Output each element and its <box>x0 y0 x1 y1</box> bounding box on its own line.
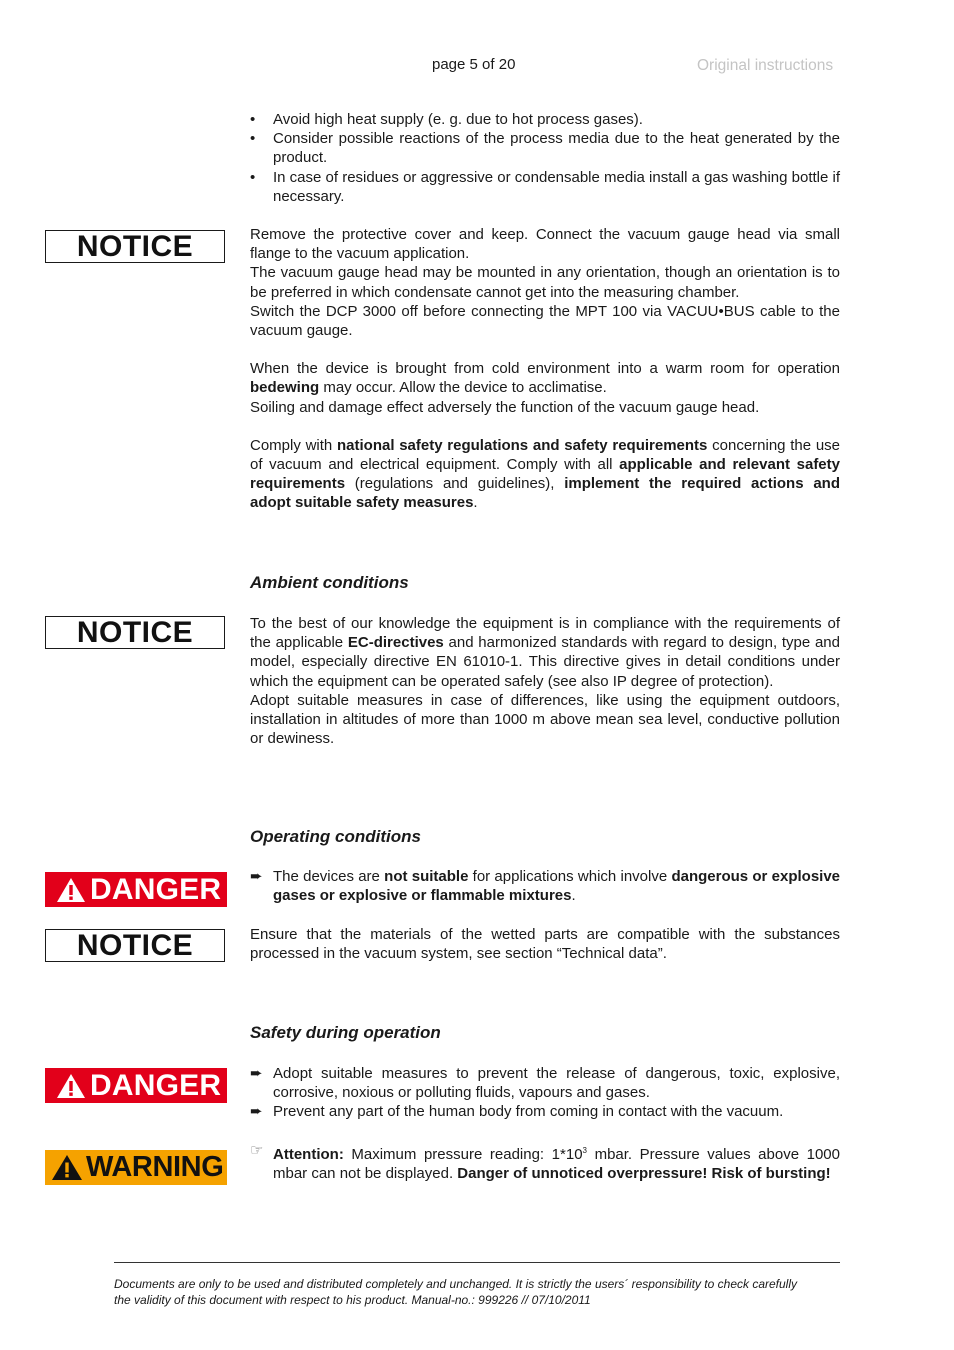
list-item: ➨ Adopt suitable measures to prevent the release of dangerous, toxic, explosive, corrosive, noxious or polluting fluids, vapours and gases. <box>250 1065 840 1102</box>
operating-notice-text: Ensure that the materials of the wetted parts are compatible with the substances processed in the vacuum system, see section “Technical data”. <box>250 926 840 963</box>
warning-text: WARNING <box>86 1151 224 1183</box>
list-item: ➨ Prevent any part of the human body from coming in contact with the vacuum. <box>250 1103 784 1121</box>
paragraph: Adopt suitable measures in case of differences, like using the equipment outdoors, installation in altitudes of more than 1000 m above mean sea level, conductive pollution or dewiness. <box>250 691 840 748</box>
ambient-section-text <box>250 614 840 748</box>
warning-triangle-icon <box>51 1154 83 1181</box>
footer-disclaimer <box>114 1276 844 1308</box>
page-number: page 5 of 20 <box>432 56 516 73</box>
paragraph: Switch the DCP 3000 off before connecting the MPT 100 via VACUU•BUS cable to the vacuum gauge. <box>250 302 840 340</box>
warning-triangle-icon <box>56 877 86 903</box>
footer-line: Documents are only to be used and distributed completely and unchanged. It is strictly the users´ responsibility to check carefully <box>114 1277 798 1291</box>
danger-label <box>45 872 227 907</box>
bullet-mark: • <box>250 130 256 148</box>
list-item: ➨ The devices are not suitable for applications which involve dangerous or explosive gases or explosive or flammable mixtures. <box>250 868 841 905</box>
arrow-icon: ➨ <box>250 1065 263 1082</box>
footer-line: the validity of this document with respect to his product. Manual-no.: 999226 // 07/10/2011 <box>114 1293 591 1307</box>
bullet-mark: • <box>250 111 256 128</box>
section-heading-operating: Operating conditions <box>250 827 421 846</box>
section-heading-safety: Safety during operation <box>250 1023 441 1042</box>
intro-bullet-list <box>250 110 840 206</box>
pointing-hand-icon: ☞ <box>250 1142 264 1159</box>
warning-triangle-icon <box>56 1073 86 1099</box>
arrow-icon: ➨ <box>250 1103 263 1121</box>
list-item <box>250 168 840 206</box>
notice-label: NOTICE <box>45 230 225 263</box>
bullet-mark: • <box>250 168 256 186</box>
list-item <box>250 129 840 167</box>
original-instructions-label: Original instructions <box>697 57 834 74</box>
bullet-text: Consider possible reactions of the process media due to the heat generated by the product. <box>273 130 840 167</box>
notice-label: NOTICE <box>45 929 225 962</box>
list-item: ☞ Attention: Maximum pressure reading: $1*10^3$ mbar. Pressure values above 1000 mbar can not be displayed. Danger of unnoticed overpressure! Risk of bursting! <box>250 1142 840 1183</box>
danger-label <box>45 1068 227 1103</box>
danger-text: DANGER <box>90 1069 222 1102</box>
paragraph: When the device is brought from cold environment into a warm room for operation bedewing may occur. Allow the device to acclimatise. <box>250 360 840 397</box>
bullet-text: Avoid high heat supply (e. g. due to hot process gases). <box>273 111 643 128</box>
safety-danger-list <box>250 1064 840 1122</box>
paragraph: Remove the protective cover and keep. Connect the vacuum gauge head via small flange to the vacuum application. <box>250 226 840 263</box>
paragraph: The vacuum gauge head may be mounted in any orientation, though an orientation is to be preferred in which condensate cannot get into the measuring chamber. <box>250 264 840 301</box>
paragraph: Soiling and damage effect adversely the function of the vacuum gauge head. <box>250 398 760 416</box>
section-heading-ambient: Ambient conditions <box>250 573 409 592</box>
arrow-icon: ➨ <box>250 868 263 885</box>
danger-text: DANGER <box>90 873 222 906</box>
notice-label: NOTICE <box>45 616 225 649</box>
list-item <box>250 110 840 129</box>
operating-danger-text <box>250 867 840 905</box>
warning-label <box>45 1150 227 1185</box>
notice-section-text <box>250 225 840 513</box>
safety-attention-text <box>250 1141 840 1183</box>
footer-divider <box>114 1262 840 1263</box>
bullet-text: In case of residues or aggressive or condensable media install a gas washing bottle if necessary. <box>273 168 840 205</box>
paragraph: To the best of our knowledge the equipment is in compliance with the requirements of the applicable EC-directives and harmonized standards with regard to design, type and model, especially directive EN 61010-1. This directive gives in detail conditions under which the equipment can be operated safely (see also IP degree of protection). <box>250 615 840 690</box>
paragraph: Comply with national safety regulations and safety requirements concerning the use of vacuum and electrical equipment. Comply with all applicable and relevant safety requirements (regulations and guidelines), implement the required actions and adopt suitable safety measures. <box>250 436 841 512</box>
